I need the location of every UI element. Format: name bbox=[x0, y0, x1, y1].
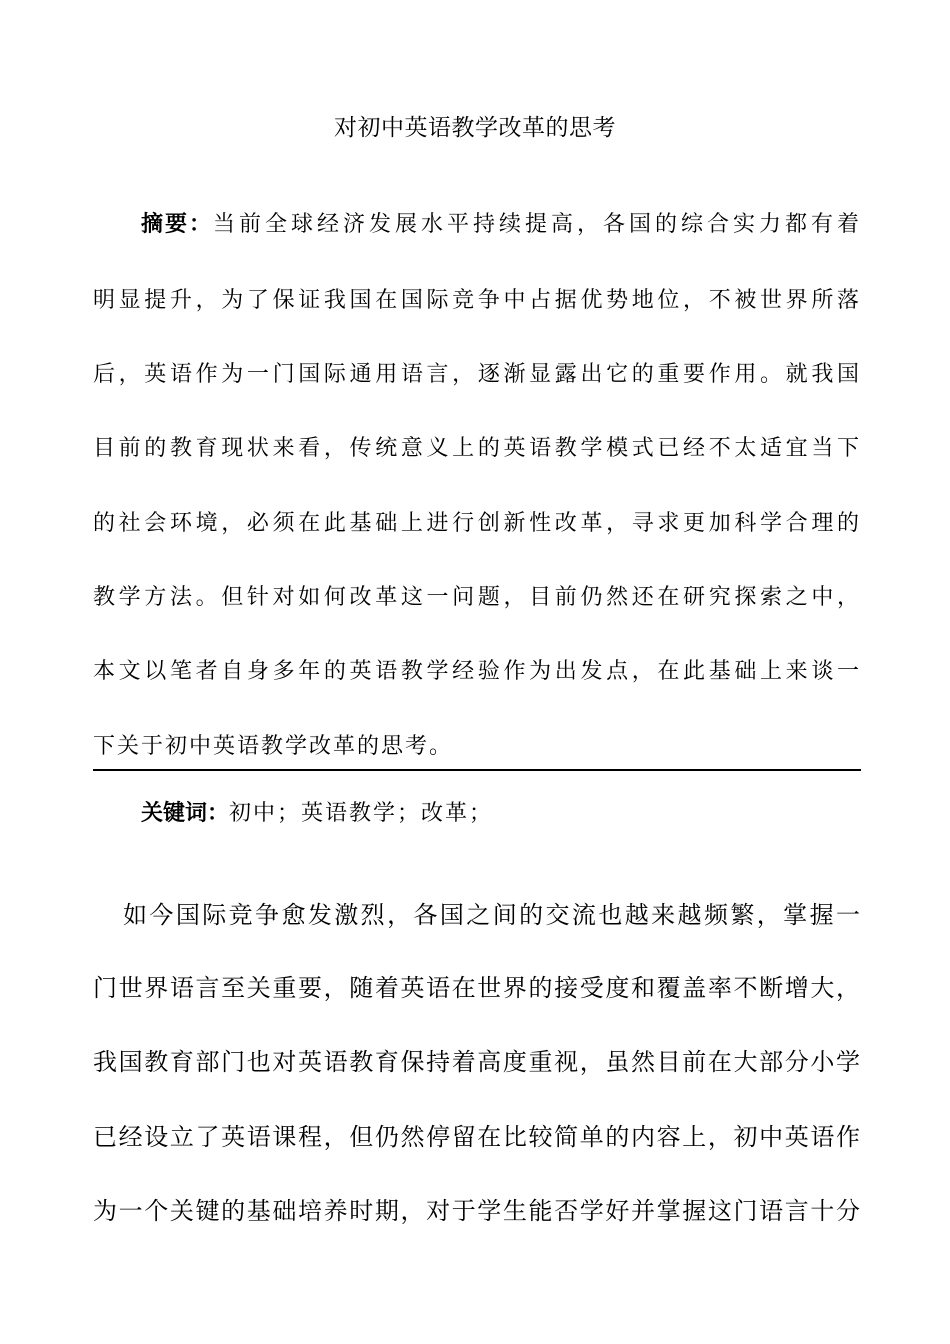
keywords-text: 初中；英语教学；改革； bbox=[229, 801, 494, 826]
abstract-line: 教学方法。但针对如何改革这一问题，目前仍然还在研究探索之中， bbox=[93, 585, 861, 610]
keywords-label: 关键词： bbox=[141, 801, 230, 826]
page-title: 对初中英语教学改革的思考 bbox=[334, 115, 616, 141]
body-line: 我国教育部门也对英语教育保持着高度重视，虽然目前在大部分小学 bbox=[93, 1048, 861, 1076]
abstract-line: 目前的教育现状来看，传统意义上的英语教学模式已经不太适宜当下 bbox=[93, 436, 861, 461]
abstract-line: 后，英语作为一门国际通用语言，逐渐显露出它的重要作用。就我国 bbox=[93, 362, 861, 387]
abstract-label: 摘要： bbox=[141, 212, 213, 237]
section-divider bbox=[93, 769, 861, 771]
body-line: 门世界语言至关重要，随着英语在世界的接受度和覆盖率不断增大， bbox=[93, 974, 861, 1002]
abstract-line bbox=[93, 207, 861, 243]
abstract-line: 下关于初中英语教学改革的思考。 bbox=[93, 734, 454, 759]
abstract-line: 本文以笔者自身多年的英语教学经验作为出发点，在此基础上来谈一 bbox=[93, 659, 861, 684]
body-line: 已经设立了英语课程，但仍然停留在比较简单的内容上，初中英语作 bbox=[93, 1123, 861, 1151]
body-line: 为一个关键的基础培养时期，对于学生能否学好并掌握这门语言十分 bbox=[93, 1197, 861, 1225]
keywords-line bbox=[141, 796, 493, 832]
body-line: 如今国际竞争愈发激烈，各国之间的交流也越来越频繁，掌握一 bbox=[123, 901, 861, 929]
abstract-line: 明显提升，为了保证我国在国际竞争中占据优势地位，不被世界所落 bbox=[93, 288, 861, 313]
abstract-text: 当前全球经济发展水平持续提高，各国的综合实力都有着 bbox=[213, 212, 861, 237]
abstract-line: 的社会环境，必须在此基础上进行创新性改革，寻求更加科学合理的 bbox=[93, 511, 861, 536]
